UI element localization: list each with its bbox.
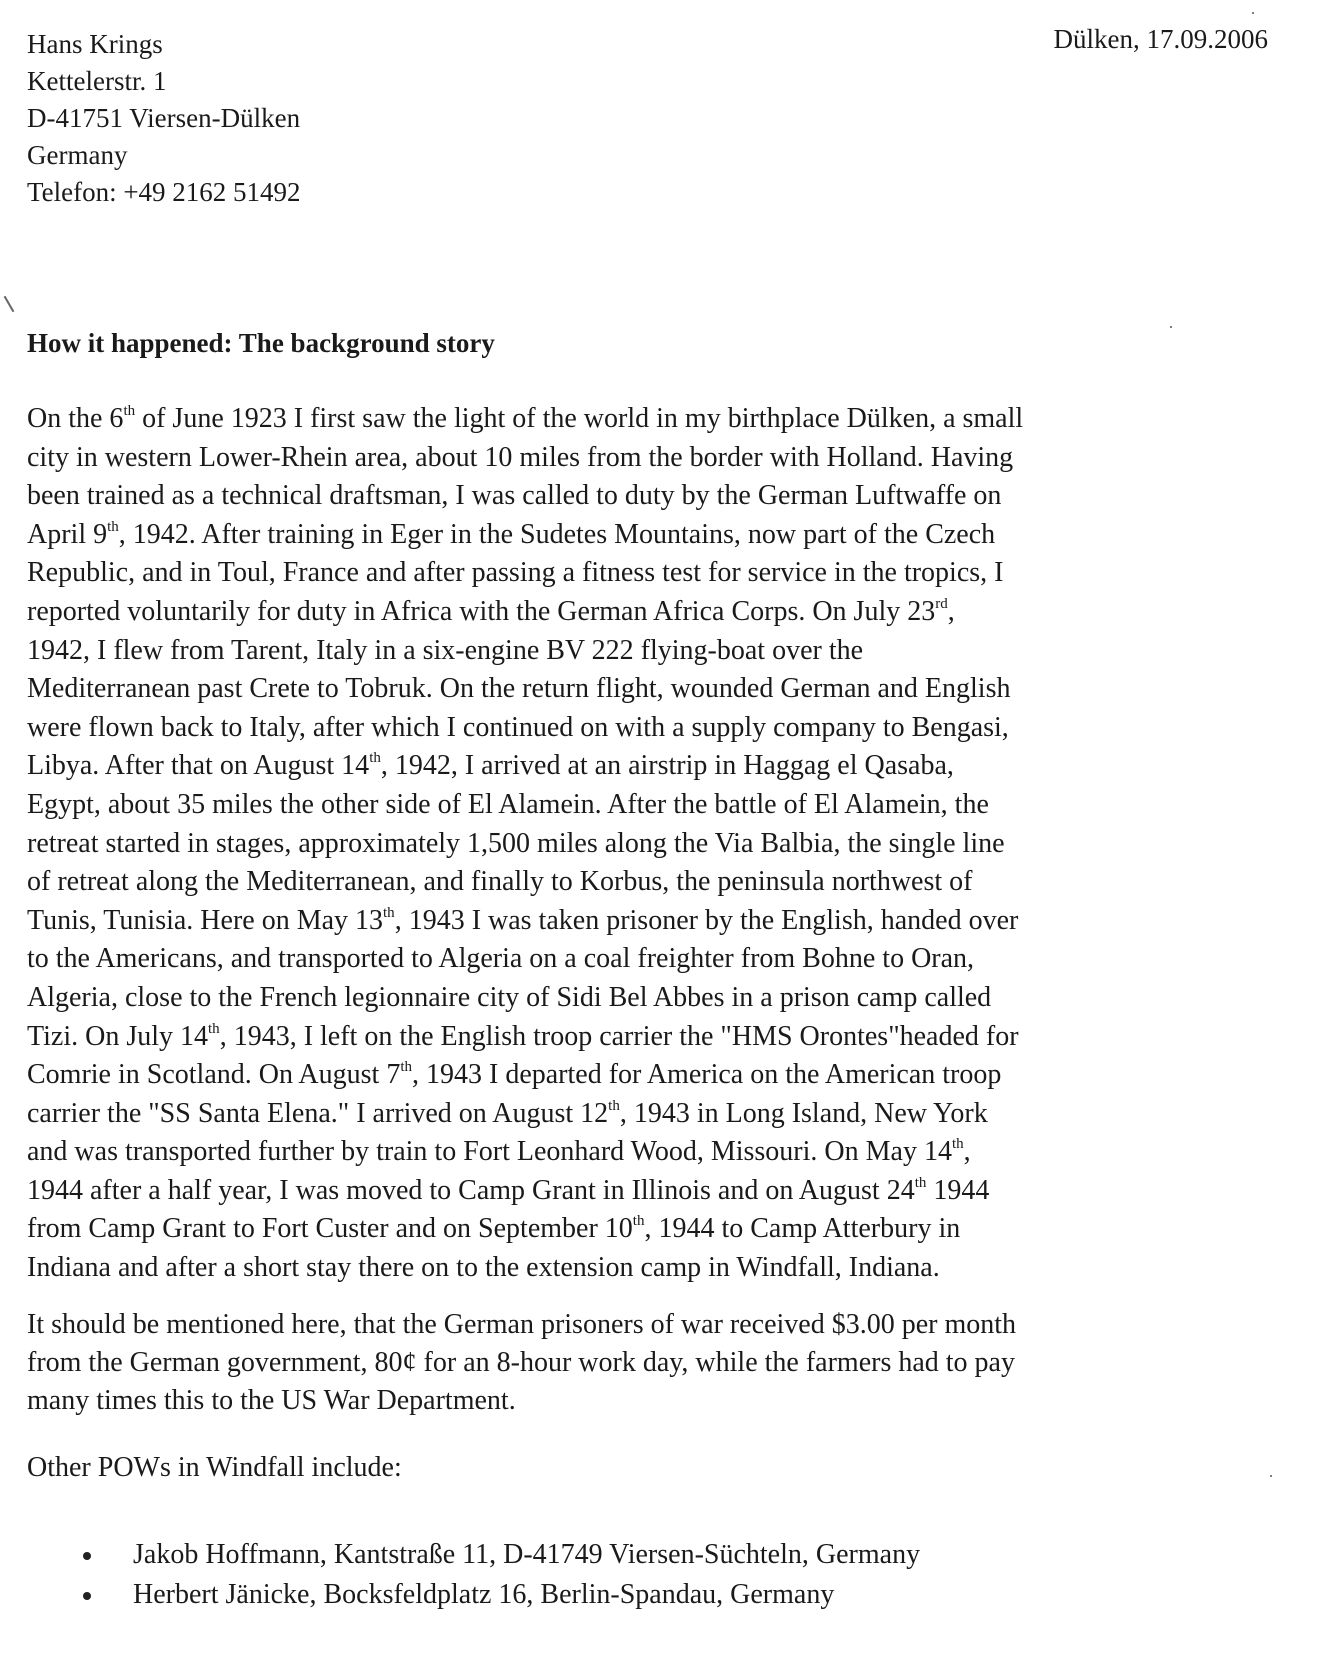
text-segment: Mediterranean past Crete to Tobruk. On the return flight, wounded German and English xyxy=(27,673,1011,705)
text-segment: Tizi. On July 14 xyxy=(27,1020,209,1052)
text-segment: of retreat along the Mediterranean, and finally to Korbus, the peninsula northwest of xyxy=(27,866,973,898)
text-line xyxy=(27,863,1327,902)
text-line xyxy=(27,554,1327,593)
sender-country: Germany xyxy=(27,140,128,170)
text-segment: retreat started in stages, approximately 1,500 miles along the Via Balbia, the single line xyxy=(27,827,1005,859)
text-line xyxy=(27,477,1327,516)
text-segment: reported voluntarily for duty in Africa with the German Africa Corps. On July 23 xyxy=(27,595,936,627)
text-segment: , 1943, I left on the English troop carrier the "HMS Orontes"headed for xyxy=(219,1020,1019,1052)
text-segment: from Camp Grant to Fort Custer and on September 10 xyxy=(27,1213,633,1245)
text-line xyxy=(27,786,1327,825)
text-segment: Libya. After that on August 14 xyxy=(27,750,370,782)
text-segment: , 1944 to Camp Atterbury in xyxy=(644,1213,961,1245)
text-line xyxy=(27,1210,1327,1249)
ordinal-suffix: th xyxy=(383,904,395,921)
ordinal-suffix: th xyxy=(951,1136,964,1153)
text-line xyxy=(27,1249,1327,1288)
text-segment: and was transported further by train to Fort Leonhard Wood, Missouri. On May 14 xyxy=(27,1136,952,1168)
text-segment: Algeria, close to the French legionnaire city of Sidi Bel Abbes in a prison camp called xyxy=(27,981,992,1013)
ordinal-suffix: th xyxy=(369,750,381,767)
text-segment: , 1943 I departed for America on the American troop xyxy=(412,1059,1002,1091)
ordinal-suffix: th xyxy=(632,1213,645,1230)
text-segment: 1944 xyxy=(926,1174,990,1206)
text-line xyxy=(27,825,1327,864)
ordinal-suffix: th xyxy=(208,1020,220,1037)
sender-address-block xyxy=(27,26,301,211)
paragraph-background-story xyxy=(27,400,1327,1288)
text-segment: 1942, I flew from Tarent, Italy in a six-engine BV 222 flying-boat over the xyxy=(27,634,864,666)
paragraph-wages xyxy=(27,1306,1327,1420)
text-segment: were flown back to Italy, after which I continued on with a supply company to Bengasi, xyxy=(27,711,1009,743)
sender-city: D-41751 Viersen-Dülken xyxy=(27,103,301,133)
ordinal-suffix: th xyxy=(123,403,136,419)
sender-name: Hans Krings xyxy=(27,29,163,59)
text-segment: April 9 xyxy=(27,518,108,550)
text-segment: Tunis, Tunisia. Here on May 13 xyxy=(27,904,384,936)
sender-street: Kettelerstr. 1 xyxy=(27,66,167,96)
paragraph-other-pows: Other POWs in Windfall include: xyxy=(27,1452,402,1483)
text-line xyxy=(27,1095,1327,1134)
list-item xyxy=(80,1535,920,1575)
ordinal-suffix: th xyxy=(608,1097,620,1114)
text-line xyxy=(27,439,1327,478)
ordinal-suffix: th xyxy=(914,1174,927,1191)
text-line xyxy=(27,1056,1327,1095)
bullet-icon xyxy=(83,1552,91,1560)
text-segment: , 1942, I arrived at an airstrip in Haggag el Qasaba, xyxy=(380,750,954,782)
text-line xyxy=(27,902,1327,941)
text-line xyxy=(27,747,1327,786)
text-segment: , xyxy=(963,1136,971,1168)
text-line xyxy=(27,709,1327,748)
text-line: many times this to the US War Department. xyxy=(27,1385,516,1416)
text-segment: city in western Lower-Rhein area, about 10 miles from the border with Holland. Having xyxy=(27,441,1014,473)
text-line xyxy=(27,593,1327,632)
text-segment: of June 1923 I first saw the light of the world in my birthplace Dülken, a small xyxy=(135,403,1024,434)
ordinal-suffix: rd xyxy=(935,595,948,612)
text-line xyxy=(27,400,1327,439)
text-line xyxy=(27,1133,1327,1172)
text-segment: Comrie in Scotland. On August 7 xyxy=(27,1059,401,1091)
scan-artifact xyxy=(4,296,15,313)
text-segment: been trained as a technical draftsman, I was called to duty by the German Luftwaffe on xyxy=(27,480,1002,512)
text-segment: Indiana and after a short stay there on to the extension camp in Windfall, Indiana. xyxy=(27,1252,940,1284)
scan-speck xyxy=(1170,326,1172,328)
text-segment: to the Americans, and transported to Algeria on a coal freighter from Bohne to Oran, xyxy=(27,943,975,975)
text-segment: , 1943 in Long Island, New York xyxy=(619,1097,988,1129)
text-line xyxy=(27,516,1327,555)
text-line xyxy=(27,632,1327,671)
list-item-text: Herbert Jänicke, Bocksfeldplatz 16, Berlin-Spandau, Germany xyxy=(133,1579,835,1610)
text-segment: , xyxy=(947,595,955,627)
text-segment: carrier the "SS Santa Elena." I arrived on August 12 xyxy=(27,1097,609,1129)
text-segment: Republic, and in Toul, France and after passing a fitness test for service in the tropics, I xyxy=(27,557,1004,589)
letter-date: Dülken, 17.09.2006 xyxy=(1053,24,1268,54)
pow-list xyxy=(80,1535,920,1615)
text-segment: Egypt, about 35 miles the other side of El Alamein. After the battle of El Alamein, the xyxy=(27,788,989,820)
text-line xyxy=(27,1172,1327,1211)
text-segment: , 1943 I was taken prisoner by the English, handed over xyxy=(394,904,1019,936)
ordinal-suffix: th xyxy=(400,1059,412,1076)
text-line xyxy=(27,940,1327,979)
text-segment: On the 6 xyxy=(27,403,124,434)
text-line xyxy=(27,1018,1327,1057)
letter-heading: How it happened: The background story xyxy=(27,328,495,358)
scan-speck xyxy=(1270,1475,1272,1477)
bullet-icon xyxy=(83,1592,91,1600)
sender-phone: Telefon: +49 2162 51492 xyxy=(27,177,301,207)
ordinal-suffix: th xyxy=(107,518,119,535)
list-item xyxy=(80,1575,920,1615)
text-line: from the German government, 80¢ for an 8-hour work day, while the farmers had to pay xyxy=(27,1347,1015,1378)
text-line: It should be mentioned here, that the German prisoners of war received $3.00 per month xyxy=(27,1309,1017,1340)
text-segment: , 1942. After training in Eger in the Sudetes Mountains, now part of the Czech xyxy=(118,518,996,550)
text-line xyxy=(27,670,1327,709)
list-item-text: Jakob Hoffmann, Kantstraße 11, D-41749 Viersen-Süchteln, Germany xyxy=(133,1539,921,1570)
scan-speck xyxy=(1252,12,1254,14)
text-line xyxy=(27,979,1327,1018)
text-segment: 1944 after a half year, I was moved to Camp Grant in Illinois and on August 24 xyxy=(27,1174,915,1206)
